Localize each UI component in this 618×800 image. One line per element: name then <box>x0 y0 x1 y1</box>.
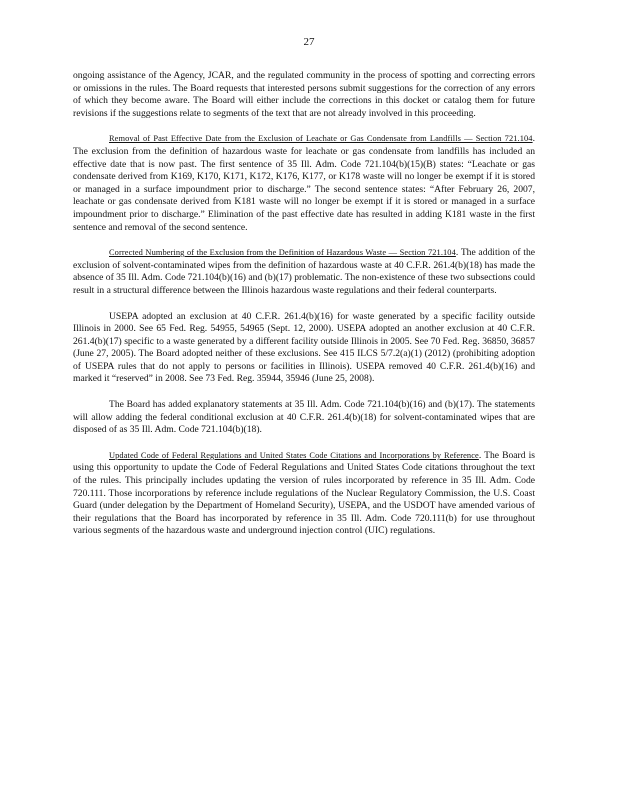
paragraph-text: ongoing assistance of the Agency, JCAR, and the regulated community in the process of spotting and correcting errors or omissions in the rules. The Board requests that interested persons submit suggestions for the correction of any errors of which they become aware. The Board will either include the corrections in this docket or catalog them for future revisions if the suggestions relate to segments of the text that are not already involved in this proceeding. <box>73 70 535 119</box>
section-heading: Removal of Past Effective Date from the Exclusion of Leachate or Gas Condensate from Landfills — Section 721.104 <box>109 134 533 144</box>
paragraph-usepa-adopted <box>73 311 535 387</box>
paragraph-corrected-numbering <box>73 247 535 297</box>
paragraph-text: USEPA adopted an exclusion at 40 C.F.R. 261.4(b)(16) for waste generated by a specific facility outside Illinois in 2000. See 65 Fed. Reg. 54955, 54965 (Sept. 12, 2000). USEPA adopted an another exclusion at 40 C.F.R. 261.4(b)(17) specific to a waste generated by a different facility outside Illinois in 2005. See 70 Fed. Reg. 36850, 36857 (June 27, 2005). The Board adopted neither of these exclusions. See 415 ILCS 5/7.2(a)(1) (2012) (prohibiting adoption of USEPA rules that do not apply to persons or facilities in Illinois). USEPA removed 40 C.F.R. 261.4(b)(16) and marked it “reserved” in 2008. See 73 Fed. Reg. 35944, 35946 (June 25, 2008). <box>73 310 535 385</box>
paragraph-updated-citations <box>73 450 535 538</box>
section-heading: Updated Code of Federal Regulations and United States Code Citations and Incorporations by Reference <box>109 450 479 460</box>
paragraph-ongoing-assistance <box>73 70 535 120</box>
paragraph-removal-of-past-effective-date <box>73 133 535 234</box>
paragraph-text: . The addition of the exclusion of solvent-contaminated wipes from the definition of hazardous waste at 40 C.F.R. 261.4(b)(18) has made the absence of 35 Ill. Adm. Code 721.104(b)(16) and (b)(17) problematic. The non-existence of these two subsections could result in a structural difference between the Illinois hazardous waste regulations and their federal counterparts. <box>73 247 535 296</box>
paragraph-text: The Board has added explanatory statements at 35 Ill. Adm. Code 721.104(b)(16) and (b)(17). The statements will allow adding the federal conditional exclusion at 40 C.F.R. 261.4(b)(18) for solvent-contaminated wipes that are disposed of as 35 Ill. Adm. Code 721.104(b)(18). <box>73 399 535 436</box>
page-number: 27 <box>303 36 315 48</box>
document-body <box>73 70 535 551</box>
paragraph-text: . The exclusion from the definition of hazardous waste for leachate or gas condensate from landfills has included an effective date that is now past. The first sentence of 35 Ill. Adm. Code 721.104(b)(15)(B) states: “Leachate or gas condensate derived from K169, K170, K171, K172, K176, K177, or K178 waste will no longer be exempt if it is stored or managed in a surface impoundment prior to discharge.” The second sentence states: “After February 26, 2007, leachate or gas condensate derived from K181 waste will no longer be exempt if it is stored or managed in a surface impoundment prior to discharge.” Elimination of the past effective date has resulted in adding K181 waste in the first sentence and removal of the second sentence. <box>73 133 535 233</box>
section-heading: Corrected Numbering of the Exclusion from the Definition of Hazardous Waste — Section 721.104 <box>109 248 456 258</box>
paragraph-explanatory-statements <box>73 399 535 437</box>
paragraph-text: . The Board is using this opportunity to update the Code of Federal Regulations and United States Code citations throughout the text of the rules. This principally includes updating the version of rules incorporated by reference in 35 Ill. Adm. Code 720.111. Those incorporations by reference include regulations of the Nuclear Regulatory Commission, the U.S. Coast Guard (under delegation by the Department of Homeland Security), USEPA, and the USDOT have amended various of their regulations that the Board has incorporated by reference in 35 Ill. Adm. Code 720.111(b) for use throughout various segments of the hazardous waste and underground injection control (UIC) regulations. <box>73 449 535 537</box>
